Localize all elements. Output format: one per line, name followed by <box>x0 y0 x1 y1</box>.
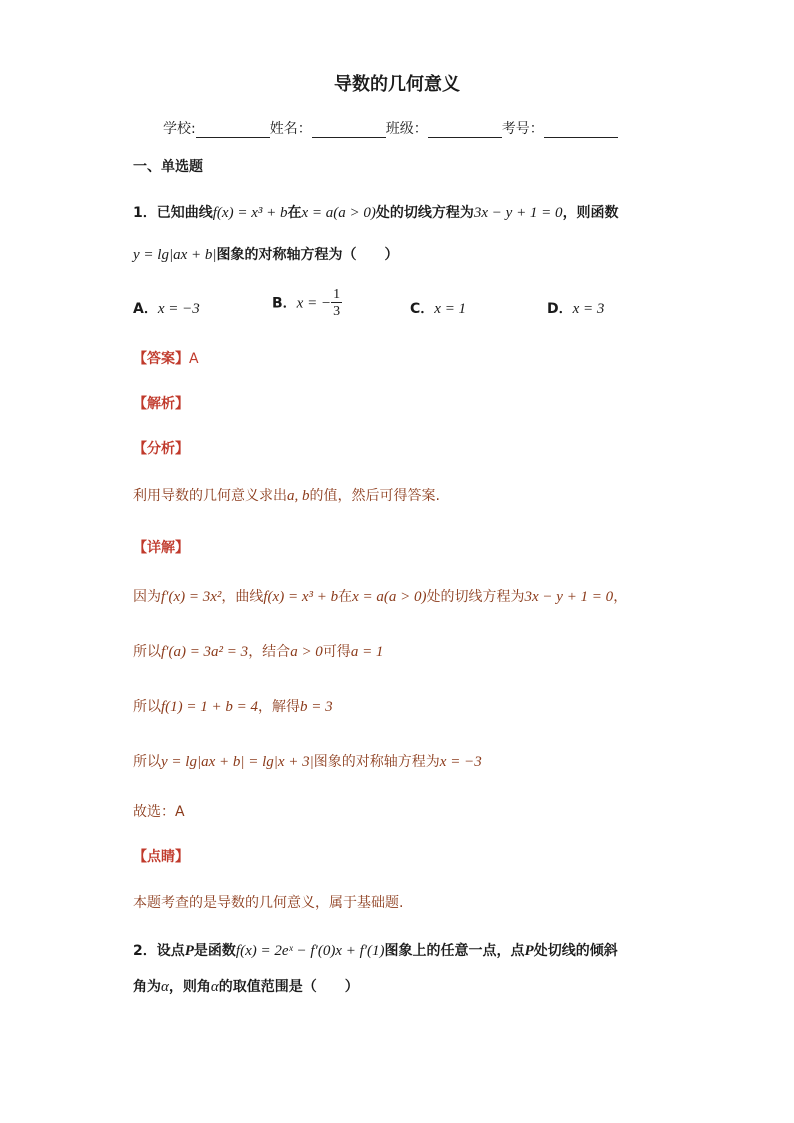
fraction-one-third <box>331 288 342 319</box>
fraction-numerator: 1 <box>333 287 341 302</box>
q1-formula-y: y = lg|ax + b| <box>133 247 217 263</box>
question-1-line-1 <box>133 202 619 222</box>
option-b-value: x = − <box>296 295 332 312</box>
detail-text: 可得 <box>322 644 351 660</box>
option-a-value: x = −3 <box>157 301 200 317</box>
q1-text: 已知曲线 <box>156 205 213 221</box>
fenxi-text <box>133 485 440 505</box>
detail-formula: b = 3 <box>300 699 333 715</box>
detail-formula: y = lg|ax + b| = lg|x + 3| <box>161 754 314 770</box>
question-1-line-2 <box>133 244 398 264</box>
answer-value: A <box>189 351 199 367</box>
choice-line: 故选：A <box>133 804 185 820</box>
q1-text: 图象的对称轴方程为（ ） <box>216 247 399 263</box>
q2-point: P <box>184 943 194 959</box>
q2-text: 角为 <box>133 979 161 995</box>
q1-formula-f: f(x) = x³ + b <box>212 205 288 221</box>
number-blank <box>544 123 618 138</box>
student-info-line <box>163 118 618 138</box>
option-a <box>133 298 200 318</box>
q1-text: 处的切线方程为 <box>375 205 474 221</box>
detail-formula: a > 0 <box>290 644 323 660</box>
q2-text: 设点 <box>156 943 185 959</box>
q1-text: 在 <box>287 205 302 221</box>
option-d-label: D． <box>547 301 573 317</box>
detail-formula: 3x − y + 1 = 0 <box>524 589 614 605</box>
q2-alpha: α <box>161 979 169 995</box>
q2-point: P <box>524 943 534 959</box>
detail-text: ，曲线 <box>221 589 264 605</box>
detail-text: 所以 <box>133 699 161 715</box>
detail-text: 所以 <box>133 754 161 770</box>
document-title: 导数的几何意义 <box>334 74 460 95</box>
q1-formula-tangent: 3x − y + 1 = 0 <box>473 205 563 221</box>
fenxi-text-part: 的值，然后可得答案. <box>309 488 440 504</box>
q2-alpha: α <box>210 979 219 995</box>
analysis-label: 【解析】 <box>133 396 189 412</box>
detail-text: 在 <box>338 589 353 605</box>
detail-line-4 <box>133 751 482 771</box>
detail-text: ，解得 <box>258 699 301 715</box>
fenxi-text-part: 利用导数的几何意义求出 <box>133 488 287 504</box>
number-label: 考号： <box>501 121 544 137</box>
school-blank <box>196 123 270 138</box>
detail-formula: f′(a) = 3a² = 3 <box>161 644 249 660</box>
detail-formula: f′(x) = 3x² <box>161 589 222 605</box>
name-blank <box>312 123 386 138</box>
q2-text: 是函数 <box>193 943 236 959</box>
detail-label: 【详解】 <box>133 540 189 556</box>
q2-text: 处切线的倾斜 <box>533 943 618 959</box>
school-label: 学校: <box>163 121 196 137</box>
detail-line-3 <box>133 696 333 716</box>
detail-formula: f(1) = 1 + b = 4 <box>161 699 259 715</box>
detail-text: 因为 <box>133 589 161 605</box>
detail-text: ，结合 <box>248 644 291 660</box>
q2-text: 的取值范围是（ ） <box>218 979 359 995</box>
answer-line <box>133 348 199 368</box>
fenxi-math: a, b <box>287 488 310 504</box>
name-label: 姓名： <box>269 121 312 137</box>
option-a-label: A． <box>133 301 158 317</box>
option-b-label: B． <box>272 295 297 312</box>
option-c-label: C． <box>410 301 435 317</box>
question-2-line-1 <box>133 940 618 960</box>
detail-line-2 <box>133 641 383 661</box>
q2-formula: f(x) = 2eˣ − f′(0)x + f′(1) <box>235 943 385 959</box>
detail-formula: x = a(a > 0) <box>352 589 427 605</box>
detail-line-1 <box>133 586 627 606</box>
option-d-value: x = 3 <box>572 301 605 317</box>
q2-text: ，则角 <box>168 979 211 995</box>
question-number: 1． <box>133 205 157 221</box>
class-blank <box>428 123 502 138</box>
detail-text: 处的切线方程为 <box>426 589 525 605</box>
detail-formula: a = 1 <box>350 644 384 660</box>
detail-text: 图象的对称轴方程为 <box>313 754 440 770</box>
dianjing-label: 【点睛】 <box>133 849 189 865</box>
option-c <box>410 298 466 318</box>
q2-text: 图象上的任意一点，点 <box>384 943 525 959</box>
detail-text: 所以 <box>133 644 161 660</box>
section-heading: 一、单选题 <box>133 159 203 175</box>
class-label: 班级： <box>385 121 428 137</box>
fenxi-label: 【分析】 <box>133 441 189 457</box>
dianjing-text: 本题考查的是导数的几何意义，属于基础题. <box>133 895 404 911</box>
detail-text: ， <box>613 589 628 605</box>
fraction-denominator: 3 <box>333 304 341 319</box>
option-d <box>547 298 604 318</box>
q1-text: ，则函数 <box>562 205 619 221</box>
answer-label: 【答案】 <box>133 351 189 367</box>
q1-formula-point: x = a(a > 0) <box>301 205 376 221</box>
detail-formula: x = −3 <box>439 754 482 770</box>
question-number: 2． <box>133 943 157 959</box>
option-c-value: x = 1 <box>434 301 467 317</box>
option-b <box>272 288 342 319</box>
question-2-line-2 <box>133 976 359 996</box>
detail-formula: f(x) = x³ + b <box>263 589 339 605</box>
